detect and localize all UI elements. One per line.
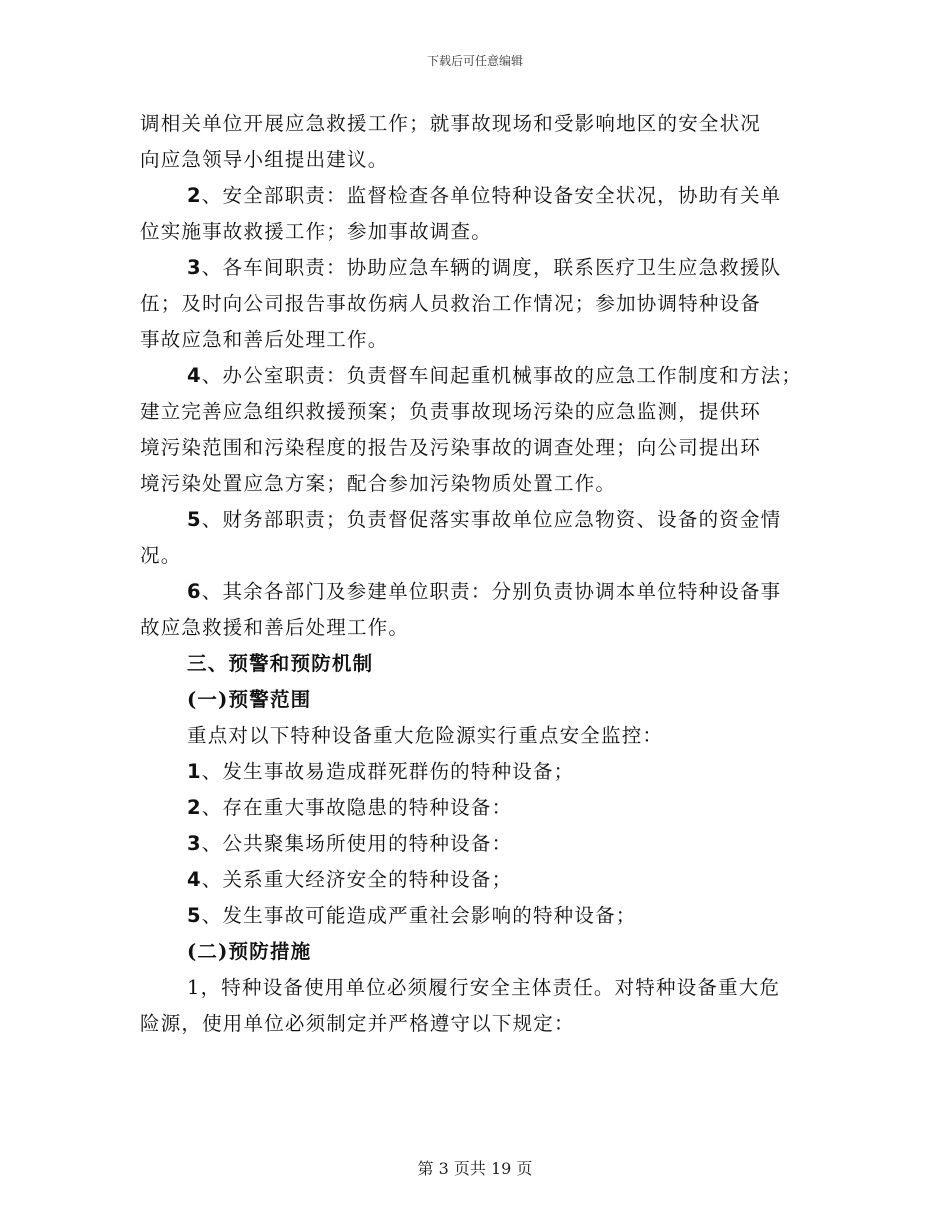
paragraph-line: 故应急救援和善后处理工作。 [140,616,410,639]
paragraph-line: 重点对以下特种设备重大危险源实行重点安全监控： [187,724,664,747]
duty-item-2 [140,178,830,214]
item-number: 4 [187,364,202,387]
page-header-note: 下载后可任意编辑 [426,54,523,68]
paragraph-line: 况。 [140,544,182,567]
paragraph-line: 向应急领导小组提出建议。 [140,148,389,171]
paragraph-line: 伍；及时向公司报告事故伤病人员救治工作情况；参加协调特种设备 [140,292,762,315]
paragraph-line: 、各车间职责：协助应急车辆的调度，联系医疗卫生应急救援队 [201,256,782,279]
item-number: 6 [187,580,202,603]
paragraph-line: 、财务部职责；负责督促落实事故单位应急物资、设备的资金情 [201,508,782,531]
list-item [140,826,830,862]
document-body [140,106,830,1042]
item-number: 2 [187,184,202,207]
paragraph-line: 调相关单位开展应急救援工作；就事故现场和受影响地区的安全状况 [140,112,762,135]
item-number: 1 [187,760,202,783]
item-number: 5 [187,508,202,531]
subsection-heading: (一)预警范围 [187,688,312,711]
item-number: 2 [187,796,202,819]
list-item-text: 、发生事故可能造成严重社会影响的特种设备； [201,904,637,927]
duty-item-5 [140,502,830,538]
list-item [140,754,830,790]
duty-item-6 [140,574,830,610]
paragraph-line: 建立完善应急组织救援预案；负责事故现场污染的应急监测，提供环 [140,400,762,423]
item-number: 5 [187,904,202,927]
item-number: 4 [187,868,202,891]
paragraph-line: 1，特种设备使用单位必须履行安全主体责任。对特种设备重大危 [187,976,781,999]
item-number: 3 [187,256,202,279]
paragraph-line: 境污染范围和污染程度的报告及污染事故的调查处理；向公司提出环 [140,436,762,459]
list-item-text: 、公共聚集场所使用的特种设备： [201,832,513,855]
list-item [140,862,830,898]
subsection-heading: (二)预防措施 [187,940,312,963]
paragraph-line: 、办公室职责：负责督车间起重机械事故的应急工作制度和方法； [201,364,803,387]
list-item [140,790,830,826]
section-heading: 三、预警和预防机制 [187,652,374,675]
list-item-text: 、发生事故易造成群死群伤的特种设备； [201,760,575,783]
list-item-text: 、关系重大经济安全的特种设备； [201,868,513,891]
duty-item-4 [140,358,830,394]
list-item-text: 、存在重大事故隐患的特种设备： [201,796,513,819]
paragraph-line: 事故应急和善后处理工作。 [140,328,389,351]
duty-item-3 [140,250,830,286]
paragraph-line: 境污染处置应急方案；配合参加污染物质处置工作。 [140,472,617,495]
paragraph-line: 位实施事故救援工作；参加事故调查。 [140,220,492,243]
item-number: 3 [187,832,202,855]
paragraph-line: 、安全部职责：监督检查各单位特种设备安全状况，协助有关单 [201,184,782,207]
paragraph-line: 险源，使用单位必须制定并严格遵守以下规定： [140,1012,575,1035]
paragraph-line: 、其余各部门及参建单位职责：分别负责协调本单位特种设备事 [201,580,782,603]
page-footer-number: 第 3 页共 19 页 [417,1159,533,1178]
list-item [140,898,830,934]
